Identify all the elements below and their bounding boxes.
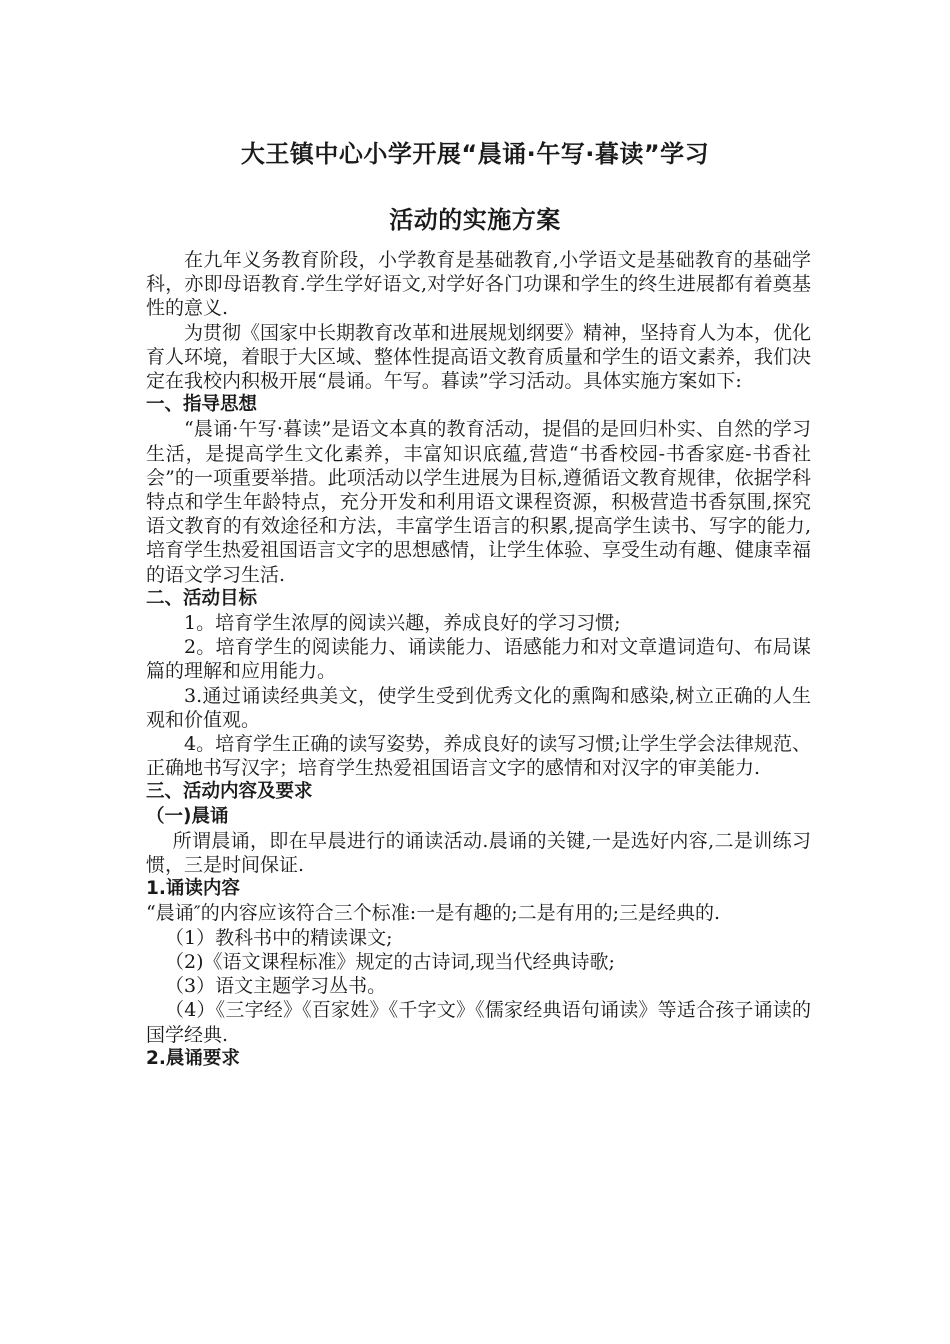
subsection-1-heading: （一)晨诵 — [146, 805, 229, 827]
content-list-item-2: （2)《语文课程标准》规定的古诗词,现当代经典诗歌; — [165, 950, 615, 973]
section-2-heading: 二、活动目标 — [146, 587, 258, 609]
goal-item-2: 2。培育学生的阅读能力、诵读能力、语感能力和对文章遣词造句、布局谋篇的理解和应用能力。 — [146, 636, 811, 683]
section-3-heading: 三、活动内容及要求 — [146, 781, 313, 803]
goal-item-4: 4。培育学生正确的读写姿势，养成良好的读写习惯;让学生学会法律规范、正确地书写汉字；培育学生热爱祖国语言文字的感情和对汉字的审美能力. — [146, 733, 811, 780]
document-title-line-1: 大王镇中心小学开展“晨诵·午写·暮读”学习 — [240, 140, 710, 168]
item-1-heading: 1.诵读内容 — [146, 878, 240, 900]
intro-paragraph-2: 为贯彻《国家中长期教育改革和进展规划纲要》精神，坚持育人为本，优化育人环境，着眼于大区域、整体性提高语文教育质量和学生的语文素养，我们决定在我校内积极开展“晨诵。午写。暮读”学习活动。具体实施方案如下: — [146, 321, 812, 393]
content-list-item-4: （4）《三字经》《百家姓》《千字文》《儒家经典语句诵读》等适合孩子诵读的国学经典. — [146, 999, 811, 1046]
document-title-line-2: 活动的实施方案 — [389, 206, 561, 234]
goal-item-3: 3.通过诵读经典美文，使学生受到优秀文化的熏陶和感染,树立正确的人生观和价值观。 — [146, 684, 811, 731]
subsection-1-paragraph: 所谓晨诵，即在早晨进行的诵读活动.晨诵的关键,一是选好内容,二是训练习惯，三是时间保证. — [146, 829, 811, 877]
content-list-item-3: （3）语文主题学习丛书。 — [165, 975, 387, 998]
section-1-paragraph: “晨诵·午写·暮读”是语文本真的教育活动，提倡的是回归朴实、自然的学习生活，是提高学生文化素养，丰富知识底蕴,营造“书香校园-书香家庭-书香社会”的一项重要举措。此项活动以学生进展为目标,遵循语文教育规律，依据学科特点和学生年龄特点，充分开发和利用语文课程资源，积极营造书香氛围,探究语文教育的有效途径和方法，丰富学生语言的积累,提高学生读书、写字的能力,培育学生热爱祖国语言文字的思想感情，让学生体验、享受生动有趣、健康幸福的语文学习生活. — [146, 418, 812, 586]
intro-paragraph-1: 在九年义务教育阶段，小学教育是基础教育,小学语文是基础教育的基础学科，亦即母语教育.学生学好语文,对学好各门功课和学生的终生进展都有着奠基性的意义. — [146, 249, 811, 320]
section-1-heading: 一、指导思想 — [146, 394, 258, 416]
item-1-paragraph: “晨诵″的内容应该符合三个标准:一是有趣的;二是有用的;三是经典的. — [146, 902, 721, 925]
item-2-heading: 2.晨诵要求 — [146, 1047, 240, 1069]
goal-item-1: 1。培育学生浓厚的阅读兴趣，养成良好的学习习惯; — [184, 612, 621, 635]
content-list-item-1: （1）教科书中的精读课文; — [165, 926, 393, 949]
document-body — [146, 248, 811, 1071]
